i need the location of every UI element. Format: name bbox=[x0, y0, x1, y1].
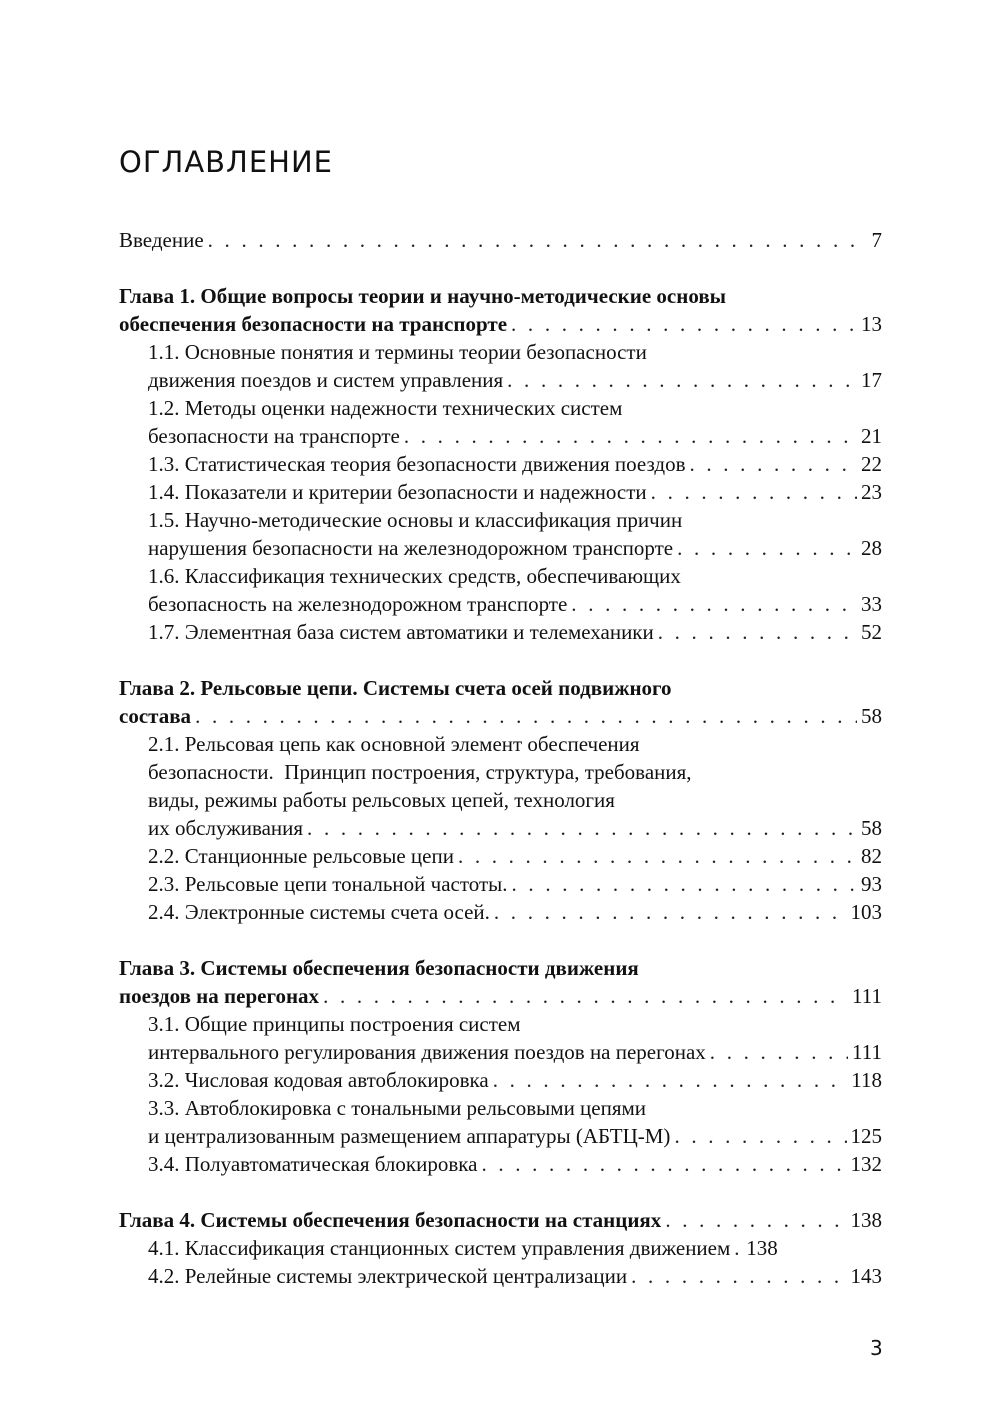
toc-section-1-4[interactable] bbox=[119, 478, 882, 506]
toc-section-title: их обслуживания bbox=[148, 816, 304, 840]
toc-section-title: 4.1. Классификация станционных систем управления движением bbox=[148, 1236, 731, 1260]
toc-section-2-1-line3[interactable] bbox=[119, 786, 882, 814]
toc-section-1-1-line2[interactable] bbox=[119, 366, 882, 394]
toc-section-title: 4.2. Релейные системы электрической централизации bbox=[148, 1264, 628, 1288]
toc-chapter-title: обеспечения безопасности на транспорте bbox=[119, 312, 508, 336]
toc-section-title: виды, режимы работы рельсовых цепей, технология bbox=[148, 788, 615, 812]
page-title: ОГЛАВЛЕНИЕ bbox=[119, 145, 334, 180]
dot-leader bbox=[507, 366, 857, 394]
toc-page-number: 103 bbox=[850, 900, 882, 924]
toc-section-4-2[interactable] bbox=[119, 1262, 882, 1290]
toc-chapter-title: Глава 2. Рельсовые цепи. Системы счета осей подвижного bbox=[119, 676, 672, 700]
toc-section-title: 1.3. Статистическая теория безопасности движения поездов bbox=[148, 452, 686, 476]
toc-section-title: 2.4. Электронные системы счета осей. bbox=[148, 900, 490, 924]
toc-page-number: 82 bbox=[861, 844, 882, 868]
toc-section-1-5-line1[interactable] bbox=[119, 506, 882, 534]
toc-page-number: 58 bbox=[861, 816, 882, 840]
toc-section-1-7[interactable] bbox=[119, 618, 882, 646]
toc-section-title: 3.4. Полуавтоматическая блокировка bbox=[148, 1152, 478, 1176]
table-of-contents bbox=[119, 226, 882, 1290]
toc-entry-intro[interactable] bbox=[119, 226, 882, 254]
toc-page-number: 143 bbox=[850, 1264, 882, 1288]
toc-page-number: 52 bbox=[861, 620, 882, 644]
toc-section-title: 3.3. Автоблокировка с тональными рельсовыми цепями bbox=[148, 1096, 647, 1120]
toc-section-title: 1.1. Основные понятия и термины теории безопасности bbox=[148, 340, 647, 364]
toc-section-title: 1.4. Показатели и критерии безопасности и надежности bbox=[148, 480, 647, 504]
toc-section-3-1-line1[interactable] bbox=[119, 1010, 882, 1038]
dot-leader bbox=[710, 1038, 848, 1066]
dot-leader bbox=[651, 478, 857, 506]
toc-section-1-5-line2[interactable] bbox=[119, 534, 882, 562]
toc-section-3-2[interactable] bbox=[119, 1066, 882, 1094]
toc-section-title: движения поездов и систем управления bbox=[148, 368, 504, 392]
toc-page-number: 58 bbox=[861, 704, 882, 728]
toc-page-number: 23 bbox=[861, 480, 882, 504]
toc-section-3-1-line2[interactable] bbox=[119, 1038, 882, 1066]
toc-chapter-2-line2[interactable] bbox=[119, 702, 882, 730]
toc-section-1-6-line1[interactable] bbox=[119, 562, 882, 590]
toc-page-number: 28 bbox=[861, 536, 882, 560]
toc-chapter-title: состава bbox=[119, 704, 192, 728]
toc-section-2-4[interactable] bbox=[119, 898, 882, 926]
toc-section-title: 2.3. Рельсовые цепи тональной частоты. bbox=[148, 872, 508, 896]
dot-leader bbox=[512, 870, 857, 898]
dot-leader bbox=[494, 898, 847, 926]
toc-section-4-1[interactable] bbox=[119, 1234, 882, 1262]
toc-page-number: 17 bbox=[861, 368, 882, 392]
toc-page-number: 111 bbox=[852, 984, 882, 1008]
toc-chapter-title: поездов на перегонах bbox=[119, 984, 320, 1008]
toc-page-number: 7 bbox=[871, 228, 882, 252]
toc-page-number: 138 bbox=[850, 1208, 882, 1232]
toc-section-title: 1.7. Элементная база систем автоматики и телемеханики bbox=[148, 620, 654, 644]
dot-leader bbox=[208, 226, 868, 254]
toc-page-number: 138 bbox=[746, 1236, 778, 1260]
toc-chapter-title: Глава 4. Системы обеспечения безопасности на станциях bbox=[119, 1208, 662, 1232]
toc-chapter-title: Глава 1. Общие вопросы теории и научно-методические основы bbox=[119, 284, 727, 308]
toc-section-title: 1.2. Методы оценки надежности технических систем bbox=[148, 396, 623, 420]
toc-section-title: безопасности. Принцип построения, структура, требования, bbox=[148, 760, 692, 784]
toc-section-3-4[interactable] bbox=[119, 1150, 882, 1178]
toc-section-title: 1.5. Научно-методические основы и классификация причин bbox=[148, 508, 683, 532]
dot-leader bbox=[307, 814, 857, 842]
dot-leader bbox=[677, 534, 857, 562]
toc-section-2-1-line4[interactable] bbox=[119, 814, 882, 842]
toc-section-title: 1.6. Классификация технических средств, обеспечивающих bbox=[148, 564, 681, 588]
toc-page-number: 118 bbox=[851, 1068, 882, 1092]
dot-leader bbox=[631, 1262, 846, 1290]
toc-section-3-3-line2[interactable] bbox=[119, 1122, 882, 1150]
toc-entry-title: Введение bbox=[119, 228, 204, 252]
dot-leader bbox=[689, 450, 857, 478]
toc-section-1-1-line1[interactable] bbox=[119, 338, 882, 366]
dot-leader bbox=[481, 1150, 846, 1178]
toc-section-2-1-line2[interactable] bbox=[119, 758, 882, 786]
dot-leader bbox=[404, 422, 857, 450]
dot-leader bbox=[493, 1066, 848, 1094]
dot-leader bbox=[195, 702, 857, 730]
toc-page-number: 111 bbox=[852, 1040, 882, 1064]
toc-section-title: интервального регулирования движения поездов на перегонах bbox=[148, 1040, 706, 1064]
toc-page-number: 21 bbox=[861, 424, 882, 448]
dot-leader bbox=[323, 982, 848, 1010]
toc-section-title: безопасности на транспорте bbox=[148, 424, 400, 448]
toc-section-title: 3.2. Числовая кодовая автоблокировка bbox=[148, 1068, 489, 1092]
toc-page-number: 22 bbox=[861, 452, 882, 476]
toc-page-number: 132 bbox=[850, 1152, 882, 1176]
toc-page-number: 93 bbox=[861, 872, 882, 896]
dot-leader bbox=[665, 1206, 846, 1234]
dot-leader bbox=[511, 310, 857, 338]
toc-section-title: и централизованным размещением аппаратуры (АБТЦ-М) bbox=[148, 1124, 671, 1148]
dot-leader bbox=[734, 1234, 742, 1262]
toc-chapter-3-line2[interactable] bbox=[119, 982, 882, 1010]
toc-chapter-1-line2[interactable] bbox=[119, 310, 882, 338]
toc-section-2-1-line1[interactable] bbox=[119, 730, 882, 758]
toc-section-1-2-line1[interactable] bbox=[119, 394, 882, 422]
toc-section-3-3-line1[interactable] bbox=[119, 1094, 882, 1122]
toc-section-1-3[interactable] bbox=[119, 450, 882, 478]
page-number: 3 bbox=[870, 1336, 883, 1360]
dot-leader bbox=[458, 842, 857, 870]
dot-leader bbox=[674, 1122, 846, 1150]
toc-section-1-6-line2[interactable] bbox=[119, 590, 882, 618]
toc-chapter-1-line1[interactable] bbox=[119, 282, 882, 310]
toc-page-number: 13 bbox=[861, 312, 882, 336]
toc-chapter-4[interactable] bbox=[119, 1206, 882, 1234]
toc-chapter-3-line1[interactable] bbox=[119, 954, 882, 982]
toc-page-number: 33 bbox=[861, 592, 882, 616]
toc-section-title: 3.1. Общие принципы построения систем bbox=[148, 1012, 521, 1036]
toc-section-title: нарушения безопасности на железнодорожном транспорте bbox=[148, 536, 674, 560]
toc-chapter-title: Глава 3. Системы обеспечения безопасности движения bbox=[119, 956, 639, 980]
toc-chapter-2-line1[interactable] bbox=[119, 674, 882, 702]
toc-section-title: 2.2. Станционные рельсовые цепи bbox=[148, 844, 454, 868]
dot-leader bbox=[658, 618, 857, 646]
toc-page-number: 125 bbox=[850, 1124, 882, 1148]
toc-section-2-2[interactable] bbox=[119, 842, 882, 870]
toc-section-title: безопасность на железнодорожном транспорте bbox=[148, 592, 568, 616]
toc-section-1-2-line2[interactable] bbox=[119, 422, 882, 450]
toc-section-2-3[interactable] bbox=[119, 870, 882, 898]
dot-leader bbox=[571, 590, 857, 618]
toc-section-title: 2.1. Рельсовая цепь как основной элемент обеспечения bbox=[148, 732, 640, 756]
